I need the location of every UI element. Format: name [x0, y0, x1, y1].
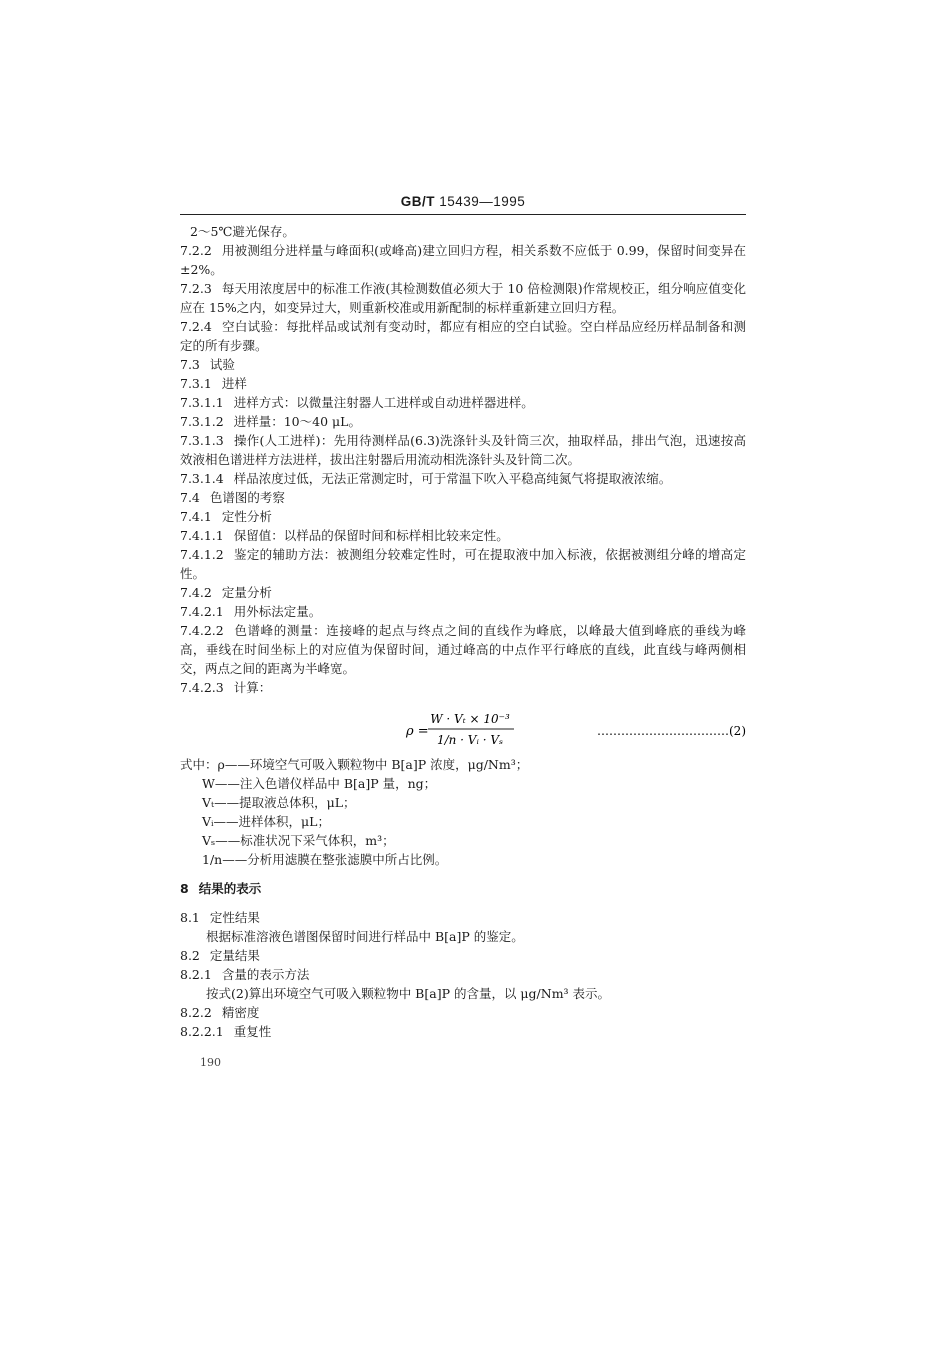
- definition-line: 1/n——分析用滤膜在整张滤膜中所占比例。: [202, 852, 448, 867]
- text-line: 根据标准溶液色谱图保留时间进行样品中 B[a]P 的鉴定。: [206, 929, 524, 944]
- text-line: 7.3.1.4 样品浓度过低，无法正常测定时，可于常温下吹入平稳高纯氮气将提取液浓缩。: [180, 471, 672, 486]
- text-line: 8.1 定性结果: [180, 910, 260, 925]
- text-line: 7.2.2 用被测组分进样量与峰面积(或峰高)建立回归方程，相关系数不应低于 0.99，保留时间变异在±2%。: [180, 243, 746, 277]
- text-line: 7.3.1 进样: [180, 376, 247, 391]
- equation-denominator: 1/n · Vᵢ · Vₛ: [436, 733, 504, 747]
- definition-line: Vₜ——提取液总体积，μL；: [202, 795, 356, 810]
- text-line: 7.4.2.1 用外标法定量。: [180, 604, 322, 619]
- header-rule: [180, 214, 746, 215]
- definition-line: Vₛ——标准状况下采气体积，m³；: [202, 833, 395, 848]
- text-line: 7.2.4 空白试验：每批样品或试剂有变动时，都应有相应的空白试验。空白样品应经历样品制备和测定的所有步骤。: [180, 319, 746, 353]
- text-line: 7.4.1 定性分析: [180, 509, 272, 524]
- text-line: 8.2.1 含量的表示方法: [180, 967, 310, 982]
- text-line: 7.4.1.1 保留值：以样品的保留时间和标样相比较来定性。: [180, 528, 509, 543]
- text-line: 7.4.1.2 鉴定的辅助方法：被测组分较难定性时，可在提取液中加入标液，依据被测组分峰的增高定性。: [180, 547, 746, 581]
- equation-lhs: ρ =: [406, 724, 429, 739]
- text-line: 按式(2)算出环境空气可吸入颗粒物中 B[a]P 的含量，以 μg/Nm³ 表示。: [206, 986, 611, 1001]
- text-line: 7.3.1.2 进样量：10～40 μL。: [180, 414, 361, 429]
- equation-numerator: W · Vₜ × 10⁻³: [430, 712, 510, 726]
- section-8-text: [180, 908, 746, 1041]
- text-line: 7.2.3 每天用浓度居中的标准工作液(其检测数值必须大于 10 倍检测限)作常规校正，组分响应值变化应在 15%之内，如变异过大，则重新校准或用新配制的标样重新建立回归方程。: [180, 281, 746, 315]
- text-line: 8.2 定量结果: [180, 948, 260, 963]
- text-line: 8.2.2.1 重复性: [180, 1024, 272, 1039]
- text-line: 7.3.1.3 操作(人工进样)：先用待测样品(6.3)洗涤针头及针筒三次，抽取样品，排出气泡，迅速按高效液相色谱进样方法进样，拔出注射器后用流动相洗涤针头及针筒二次。: [180, 433, 746, 467]
- text-line: 7.4.2.3 计算：: [180, 680, 272, 695]
- definition-line: Vᵢ——进样体积，μL；: [202, 814, 330, 829]
- section-8-heading: 8 结果的表示: [180, 881, 262, 896]
- standard-code: GB/T: [400, 194, 435, 209]
- text-line: 7.4.2.2 色谱峰的测量：连接峰的起点与终点之间的直线作为峰底，以峰最大值到峰底的垂线为峰高，垂线在时间坐标上的对应值为保留时间，通过峰高的中点作平行峰底的直线，此直线与峰两侧相交，两点之间的距离为半峰宽。: [180, 623, 746, 676]
- equation-number: ……………………………(2): [597, 724, 746, 738]
- text-line: 2～5℃避光保存。: [190, 224, 295, 239]
- text-line: 7.3.1.1 进样方式：以微量注射器人工进样或自动进样器进样。: [180, 395, 534, 410]
- equation-2: [180, 707, 746, 753]
- page-number: 190: [200, 1056, 221, 1069]
- definition-line: 式中：ρ——环境空气可吸入颗粒物中 B[a]P 浓度，μg/Nm³；: [180, 757, 529, 772]
- document-body: [180, 222, 746, 1041]
- text-line: 7.4.2 定量分析: [180, 585, 272, 600]
- symbol-definitions: [180, 755, 746, 869]
- equation-svg: [180, 707, 746, 753]
- text-line: 8.2.2 精密度: [180, 1005, 260, 1020]
- definition-line: W——注入色谱仪样品中 B[a]P 量，ng；: [202, 776, 437, 791]
- standard-number: 15439—1995: [439, 194, 526, 209]
- text-line: 7.3 试验: [180, 357, 235, 372]
- text-line: 7.4 色谱图的考察: [180, 490, 285, 505]
- section-7-text: [180, 222, 746, 697]
- page-header: [180, 194, 746, 209]
